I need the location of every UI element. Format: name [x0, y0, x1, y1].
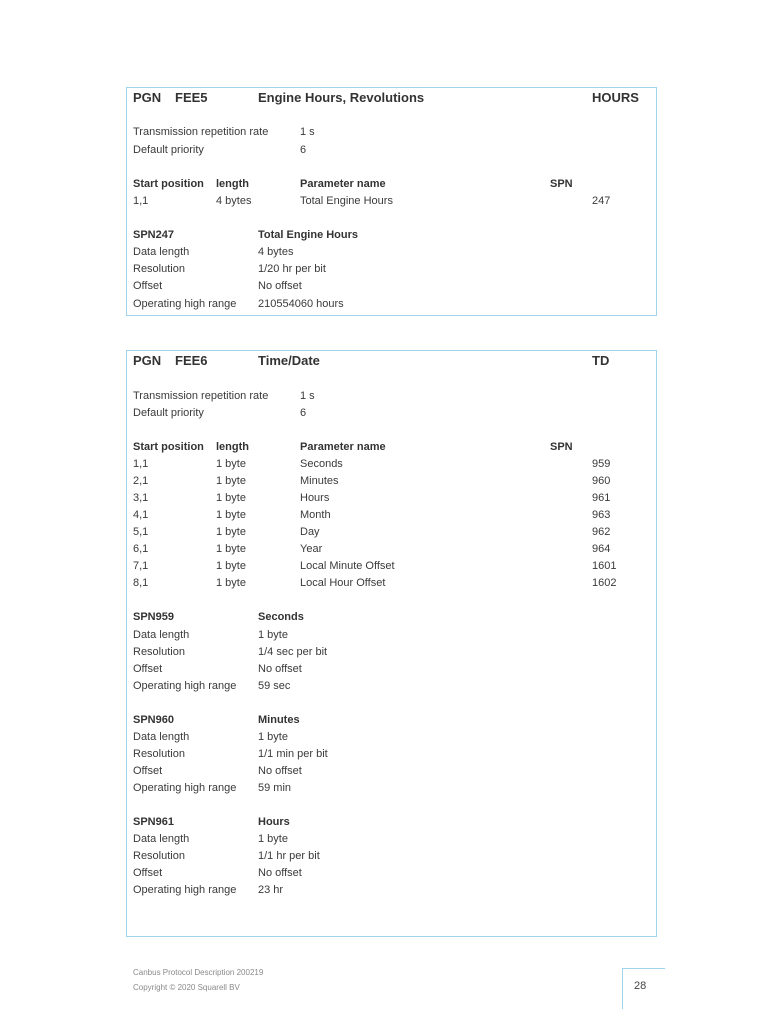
field-value: 1/4 sec per bit: [258, 646, 328, 658]
pgn-abbr: TD: [592, 353, 610, 368]
row-length: 4 bytes: [216, 195, 252, 207]
priority-label: Default priority: [133, 407, 204, 419]
field-label: Data length: [133, 629, 190, 641]
spn-detail-id: SPN961: [133, 816, 174, 828]
row-spn: 247: [592, 195, 611, 207]
row-length: 1 byte: [216, 543, 246, 555]
field-value: 1/20 hr per bit: [258, 263, 326, 275]
field-value: 1/1 hr per bit: [258, 850, 320, 862]
row-length: 1 byte: [216, 560, 246, 572]
row-length: 1 byte: [216, 458, 246, 470]
col-length: length: [216, 178, 249, 190]
pgn-code: FEE6: [175, 353, 208, 368]
row-name: Hours: [300, 492, 330, 504]
priority-value: 6: [300, 407, 307, 419]
row-spn: 959: [592, 458, 611, 470]
col-parameter-name: Parameter name: [300, 178, 386, 190]
col-start-position: Start position: [133, 178, 204, 190]
row-name: Local Minute Offset: [300, 560, 395, 572]
row-name: Seconds: [300, 458, 343, 470]
field-value: No offset: [258, 280, 302, 292]
field-label: Offset: [133, 663, 163, 675]
field-label: Resolution: [133, 263, 185, 275]
spn-detail-title: Total Engine Hours: [258, 229, 359, 241]
spn-detail-id: SPN960: [133, 714, 174, 726]
field-label: Operating high range: [133, 680, 237, 692]
rate-value: 1 s: [300, 390, 315, 402]
row-length: 1 byte: [216, 475, 246, 487]
spn-detail-title: Seconds: [258, 611, 304, 623]
rate-label: Transmission repetition rate: [133, 126, 269, 138]
col-parameter-name: Parameter name: [300, 441, 386, 453]
row-name: Month: [300, 509, 331, 521]
row-name: Minutes: [300, 475, 339, 487]
pgn-title: Engine Hours, Revolutions: [258, 90, 425, 105]
pgn-label: PGN: [133, 353, 162, 368]
field-label: Resolution: [133, 646, 185, 658]
pgn-code: FEE5: [175, 90, 208, 105]
field-value: 1/1 min per bit: [258, 748, 328, 760]
row-name: Total Engine Hours: [300, 195, 393, 207]
field-label: Resolution: [133, 850, 185, 862]
row-spn: 962: [592, 526, 611, 538]
field-label: Data length: [133, 246, 190, 258]
row-spn: 963: [592, 509, 611, 521]
field-label: Operating high range: [133, 782, 237, 794]
spn-detail-title: Hours: [258, 816, 290, 828]
field-value: 59 min: [258, 782, 292, 794]
row-spn: 1602: [592, 577, 617, 589]
pgn-label: PGN: [133, 90, 162, 105]
col-length: length: [216, 441, 249, 453]
field-value: 1 byte: [258, 833, 288, 845]
rate-label: Transmission repetition rate: [133, 390, 269, 402]
row-name: Year: [300, 543, 323, 555]
field-label: Resolution: [133, 748, 185, 760]
row-spn: 960: [592, 475, 611, 487]
row-start: 1,1: [133, 195, 149, 207]
field-label: Offset: [133, 280, 163, 292]
row-start: 7,1: [133, 560, 149, 572]
page-number: 28: [634, 980, 647, 992]
field-value: No offset: [258, 867, 302, 879]
field-value: 23 hr: [258, 884, 284, 896]
field-value: 210554060 hours: [258, 298, 344, 310]
field-value: 1 byte: [258, 629, 288, 641]
footer-document-title: Canbus Protocol Description 200219: [133, 968, 264, 977]
field-label: Offset: [133, 765, 163, 777]
row-length: 1 byte: [216, 509, 246, 521]
row-spn: 964: [592, 543, 611, 555]
col-spn: SPN: [550, 178, 573, 190]
field-label: Operating high range: [133, 298, 237, 310]
pgn-fee6-section: [126, 350, 657, 937]
row-name: Local Hour Offset: [300, 577, 386, 589]
col-spn: SPN: [550, 441, 573, 453]
field-label: Operating high range: [133, 884, 237, 896]
col-start-position: Start position: [133, 441, 204, 453]
spn-detail-id: SPN959: [133, 611, 174, 623]
row-start: 1,1: [133, 458, 149, 470]
row-start: 4,1: [133, 509, 149, 521]
rate-value: 1 s: [300, 126, 315, 138]
row-spn: 961: [592, 492, 611, 504]
priority-value: 6: [300, 144, 307, 156]
row-length: 1 byte: [216, 492, 246, 504]
spn-detail-id: SPN247: [133, 229, 174, 241]
priority-label: Default priority: [133, 144, 204, 156]
spn-detail-title: Minutes: [258, 714, 300, 726]
row-start: 5,1: [133, 526, 149, 538]
row-length: 1 byte: [216, 526, 246, 538]
field-label: Offset: [133, 867, 163, 879]
row-length: 1 byte: [216, 577, 246, 589]
row-name: Day: [300, 526, 320, 538]
field-value: 59 sec: [258, 680, 291, 692]
field-value: No offset: [258, 663, 302, 675]
row-start: 8,1: [133, 577, 149, 589]
pgn-title: Time/Date: [258, 353, 320, 368]
row-start: 3,1: [133, 492, 149, 504]
pgn-abbr: HOURS: [592, 90, 639, 105]
field-label: Data length: [133, 731, 190, 743]
footer-copyright: Copyright © 2020 Squarell BV: [133, 983, 240, 992]
field-value: 1 byte: [258, 731, 288, 743]
row-start: 6,1: [133, 543, 149, 555]
field-value: No offset: [258, 765, 302, 777]
field-label: Data length: [133, 833, 190, 845]
row-spn: 1601: [592, 560, 617, 572]
field-value: 4 bytes: [258, 246, 294, 258]
row-start: 2,1: [133, 475, 149, 487]
